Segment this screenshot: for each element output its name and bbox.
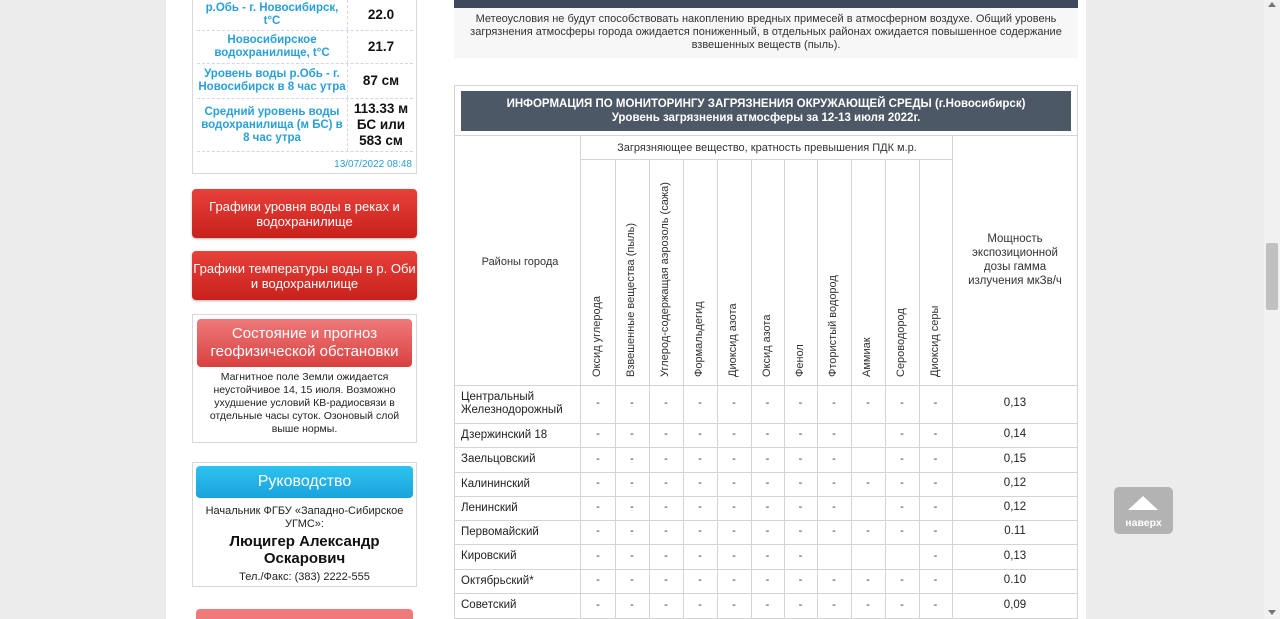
pollutant-header: Углерод-содержащая аэрозоль (сажа) xyxy=(659,182,671,377)
dose-column-header: Мощность экспозиционной дозы гамма излучения мкЗв/ч xyxy=(968,233,1062,287)
dose-value: 0,12 xyxy=(1003,477,1027,489)
pollutant-cell: - xyxy=(933,477,938,489)
pollutant-header: Взвешенные вещества (пыль) xyxy=(625,222,637,377)
dose-value: 0.11 xyxy=(1004,525,1026,537)
pollutant-cell: - xyxy=(732,525,736,537)
manager-position: Начальник ФГБУ «Западно-Сибирское УГМС»: xyxy=(205,505,404,530)
meteo-forecast-text: Метеоусловия не будут способствовать накоплению вредных примесей в атмосферном воздухе. Общий уровень загрязнения атмосферы города ожидается пониженный, в отдельных районах ожидается повышенное содержание взвешенных веществ (пыль). xyxy=(454,8,1078,58)
arrow-up-icon xyxy=(1128,496,1158,510)
pollutant-cell: - xyxy=(698,428,702,440)
pollutant-cell: - xyxy=(798,501,803,513)
water-temperature-table xyxy=(192,0,417,174)
pollutant-cell: - xyxy=(933,428,938,440)
pollutant-cell: - xyxy=(732,428,736,440)
table-row xyxy=(197,64,413,99)
pollutant-cell: - xyxy=(798,477,803,489)
management-panel xyxy=(192,462,417,587)
pollutant-cell: - xyxy=(798,525,803,537)
dose-value: 0,14 xyxy=(1003,428,1027,440)
pollutant-header: Фтористый водород xyxy=(827,275,839,377)
pollutant-cell: - xyxy=(933,574,938,586)
row-label: Уровень воды р.Обь - г. Новосибирск в 8 час утра xyxy=(197,64,348,98)
dose-value: 0.10 xyxy=(1003,574,1027,586)
pollutant-cell: - xyxy=(765,525,770,537)
district-label: Калининский xyxy=(461,477,530,490)
district-label: Октябрьский* xyxy=(461,574,534,587)
pollutant-cell: - xyxy=(765,477,770,489)
pollutant-cell: - xyxy=(798,428,803,440)
pollutant-cell: - xyxy=(933,501,938,513)
monitoring-subtitle: Уровень загрязнения атмосферы за 12-13 июля 2022г. xyxy=(611,112,921,124)
manager-phone: Тел./Факс: (383) 2222-555 xyxy=(239,571,370,583)
pollutant-cell: - xyxy=(765,428,770,440)
pollutant-cell: - xyxy=(900,574,904,586)
pollutant-cell: - xyxy=(698,549,702,562)
pollutant-cell: - xyxy=(664,549,668,562)
pollutant-cell: - xyxy=(933,598,938,611)
management-title-button[interactable]: Руководство xyxy=(196,466,413,498)
next-panel-header[interactable] xyxy=(196,609,413,619)
pollutant-cell: - xyxy=(732,452,736,465)
table-row xyxy=(197,0,413,31)
pollutant-header: Формальдегид xyxy=(693,301,705,377)
pollutant-cell: - xyxy=(732,501,736,513)
pollutant-header: Оксид азота xyxy=(760,314,773,377)
pollutant-cell: - xyxy=(664,525,668,537)
pollutant-cell: - xyxy=(596,501,600,513)
pollutant-cell: - xyxy=(798,549,803,562)
manager-name: Люцигер Александр Оскарович xyxy=(229,533,380,567)
pollutant-cell: - xyxy=(765,452,770,465)
grid-line xyxy=(851,159,852,619)
pollutant-cell: - xyxy=(664,501,668,513)
pollutant-cell: - xyxy=(596,452,600,465)
pollutant-cell: - xyxy=(664,574,668,586)
water-level-charts-button[interactable]: Графики уровня воды в реках и водохранилище xyxy=(192,189,417,238)
pollutant-cell: - xyxy=(832,397,836,409)
pollutant-cell: - xyxy=(832,428,836,440)
pollutant-cell: - xyxy=(596,477,600,489)
grid-line xyxy=(952,135,953,619)
pollutant-header: Сероводород xyxy=(895,308,907,377)
updated-timestamp: 13/07/2022 08:48 xyxy=(334,159,412,170)
pollutant-cell: - xyxy=(596,574,600,586)
pollutant-cell: - xyxy=(832,598,836,611)
district-label: Дзержинский 18 xyxy=(461,428,548,441)
pollutant-cell: - xyxy=(933,397,938,409)
pollutant-cell: - xyxy=(664,598,668,611)
dose-value: 0,13 xyxy=(1003,549,1027,562)
pollutant-cell: - xyxy=(698,477,702,489)
pollutant-cell: - xyxy=(832,501,836,513)
pollutant-cell: - xyxy=(732,397,736,409)
pollutant-cell: - xyxy=(698,452,702,465)
pollutant-cell: - xyxy=(832,477,836,489)
pollutant-cell: - xyxy=(630,525,634,537)
pollutant-cell: - xyxy=(900,501,904,513)
pollutant-cell: - xyxy=(732,574,736,586)
geophysics-panel xyxy=(192,314,417,443)
row-value: 21.7 xyxy=(367,39,395,54)
scroll-up-arrow-icon[interactable] xyxy=(1268,2,1276,7)
pollutant-cell: - xyxy=(866,397,870,409)
monitoring-table xyxy=(454,85,1078,619)
pollutant-cell: - xyxy=(933,549,938,562)
district-column-header: Районы города xyxy=(481,256,559,268)
pollutant-cell: - xyxy=(900,477,904,489)
row-value: 113.33 м БС или 583 см xyxy=(353,101,409,148)
district-label: Центральный Железнодорожный xyxy=(461,391,563,416)
grid-line xyxy=(885,159,886,619)
pollutant-cell: - xyxy=(765,397,770,409)
table-row xyxy=(197,31,413,64)
pollutant-cell: - xyxy=(630,428,634,440)
pollutant-header: Аммиак xyxy=(861,337,873,377)
pollutant-cell: - xyxy=(596,525,600,537)
district-label: Заельцовский xyxy=(461,453,536,465)
dose-value: 0,13 xyxy=(1003,397,1027,409)
pollutant-cell: - xyxy=(732,477,736,489)
pollutant-cell: - xyxy=(832,452,836,465)
scroll-to-top-button[interactable] xyxy=(1114,487,1173,534)
pollutant-cell: - xyxy=(933,452,938,465)
row-label: Средний уровень воды водохранилища (м БС) в 8 час утра xyxy=(197,99,348,151)
pollutant-cell: - xyxy=(765,598,770,611)
monitoring-header xyxy=(461,91,1071,131)
grid-line xyxy=(580,135,581,619)
pollutant-cell: - xyxy=(933,525,938,537)
row-label: р.Обь - г. Новосибирск, t°C xyxy=(197,0,348,30)
pollutant-header: Фенол xyxy=(793,344,806,377)
geophysics-text: Магнитное поле Земли ожидается неустойчивое 14, 15 июля. Возможно ухудшение условий КВ-радиосвязи в отдельные часы суток. Озоновый слой выше нормы. xyxy=(209,371,400,435)
pollutant-cell: - xyxy=(900,452,904,465)
district-label: Кировский xyxy=(461,550,517,562)
pollutant-cell: - xyxy=(900,598,904,611)
monitoring-title: ИНФОРМАЦИЯ ПО МОНИТОРИНГУ ЗАГРЯЗНЕНИЯ ОКРУЖАЮЩЕЙ СРЕДЫ (г.Новосибирск) xyxy=(506,98,1026,110)
pollutant-cell: - xyxy=(900,397,904,409)
pollutant-cell: - xyxy=(698,397,702,409)
pollutant-cell: - xyxy=(630,452,634,465)
row-label: Новосибирское водохранилище, t°C xyxy=(197,31,348,63)
pollutant-cell: - xyxy=(866,525,870,537)
pollutant-cell: - xyxy=(866,574,870,586)
pollutant-cell: - xyxy=(596,428,600,440)
pollutant-cell: - xyxy=(596,598,600,611)
pollutant-cell: - xyxy=(630,397,634,409)
grid-line xyxy=(455,135,1078,136)
district-label: Первомайский xyxy=(461,525,539,538)
pollutant-header: Диоксид серы xyxy=(928,305,941,377)
pollutant-cell: - xyxy=(664,428,668,440)
dose-value: 0,12 xyxy=(1003,501,1027,513)
pollutant-cell: - xyxy=(630,477,634,489)
pollutant-cell: - xyxy=(630,549,634,562)
district-label: Ленинский xyxy=(461,501,518,514)
row-value: 22.0 xyxy=(367,7,395,22)
pollutant-cell: - xyxy=(698,598,702,611)
pollutant-cell: - xyxy=(732,549,736,562)
pollutant-cell: - xyxy=(630,574,634,586)
pollutant-cell: - xyxy=(832,525,836,537)
pollutant-cell: - xyxy=(664,477,668,489)
row-value: 87 см xyxy=(362,73,400,88)
grid-line xyxy=(581,159,952,160)
dose-value: 0,15 xyxy=(1003,452,1027,465)
pollutant-cell: - xyxy=(664,452,668,465)
pollutant-group-header: Загрязняющее вещество, кратность превышения ПДК м.р. xyxy=(617,142,917,154)
pollutant-cell: - xyxy=(698,501,702,513)
pollutant-header: Диоксид азота xyxy=(727,303,739,377)
pollutant-cell: - xyxy=(630,501,634,513)
pollutant-cell: - xyxy=(900,525,904,537)
pollutant-cell: - xyxy=(798,574,803,586)
pollutant-cell: - xyxy=(630,598,634,611)
pollutant-cell: - xyxy=(664,397,668,409)
pollutant-cell: - xyxy=(698,574,702,586)
pollutant-cell: - xyxy=(596,549,600,562)
grid-line xyxy=(817,159,818,619)
pollutant-cell: - xyxy=(698,525,702,537)
pollutant-header: Оксид углерода xyxy=(591,296,603,377)
pollutant-cell: - xyxy=(765,501,770,513)
pollutant-cell: - xyxy=(866,477,870,489)
pollutant-cell: - xyxy=(900,428,904,440)
scroll-down-arrow-icon[interactable] xyxy=(1268,610,1276,615)
pollutant-cell: - xyxy=(596,397,600,409)
water-temperature-charts-button[interactable]: Графики температуры воды в р. Оби и водохранилище xyxy=(192,251,417,300)
pollutant-cell: - xyxy=(866,598,870,611)
scroll-to-top-label: наверх xyxy=(1125,517,1162,529)
pollutant-cell: - xyxy=(832,574,836,586)
pollutant-cell: - xyxy=(732,598,736,611)
district-label: Советский xyxy=(461,599,517,611)
forecast-header-bar xyxy=(454,0,1078,8)
geophysics-title-button[interactable]: Состояние и прогноз геофизической обстановки xyxy=(197,319,412,367)
pollutant-cell: - xyxy=(798,452,803,465)
pollutant-cell: - xyxy=(798,598,803,611)
table-row xyxy=(197,99,413,152)
pollutant-cell: - xyxy=(765,574,770,586)
pollutant-cell: - xyxy=(765,549,770,562)
pollutant-cell: - xyxy=(798,397,803,409)
scrollbar-thumb[interactable] xyxy=(1266,243,1278,310)
dose-value: 0,09 xyxy=(1003,598,1027,611)
